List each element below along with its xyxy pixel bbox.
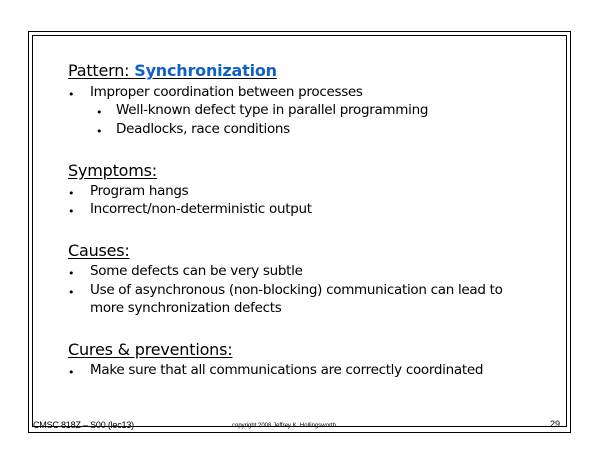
bullet-text-continuation: more synchronization defects (90, 300, 282, 316)
section-heading-symptoms: Symptoms: (68, 161, 157, 180)
bullet-text: Improper coordination between processes (90, 84, 363, 100)
bullet-icon: • (68, 366, 75, 379)
sub-bullet-text: Well-known defect type in parallel programming (116, 102, 429, 118)
footer-course: CMSC 818Z – S00 (lec13) (33, 420, 134, 430)
bullet-text: Use of asynchronous (non-blocking) communication can lead to (90, 282, 503, 298)
section-heading-causes: Causes: (68, 241, 130, 260)
sub-bullet-icon: • (96, 125, 103, 138)
bullet-icon: • (68, 267, 75, 280)
bullet-text: Incorrect/non-deterministic output (90, 201, 312, 217)
bullet-text: Make sure that all communications are correctly coordinated (90, 362, 484, 378)
bullet-icon: • (68, 88, 75, 101)
footer-page-number: 29 (550, 419, 561, 429)
section-heading-cures: Cures & preventions: (68, 340, 233, 359)
heading-prefix: Pattern: (68, 61, 135, 80)
footer-copyright: copyright 2008 Jeffrey K. Hollingsworth (232, 423, 336, 429)
bullet-icon: • (68, 205, 75, 218)
bullet-text: Some defects can be very subtle (90, 263, 303, 279)
pattern-link[interactable]: Synchronization (134, 61, 277, 80)
section-heading-pattern (68, 61, 277, 80)
sub-bullet-icon: • (96, 106, 103, 119)
bullet-text: Program hangs (90, 183, 189, 199)
bullet-icon: • (68, 286, 75, 299)
bullet-icon: • (68, 187, 75, 200)
sub-bullet-text: Deadlocks, race conditions (116, 121, 290, 137)
